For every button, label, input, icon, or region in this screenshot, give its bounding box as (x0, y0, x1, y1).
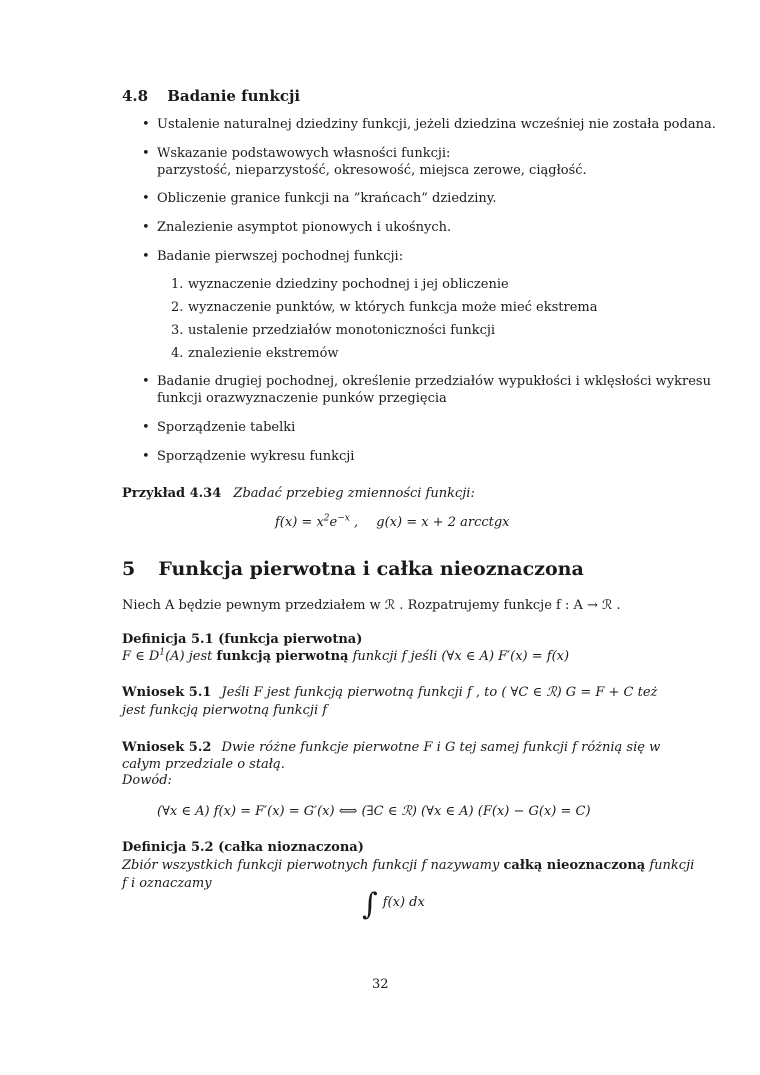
sub-number: 2. (171, 300, 184, 315)
bullet-marker: • (142, 374, 150, 389)
corollary-5-2-line2: całym przedziale o stałą. (122, 757, 285, 772)
bullet-item-2-line2: parzystość, nieparzystość, okresowość, miejsca zerowe, ciągłość. (157, 163, 587, 178)
definition-5-2-label: Definicja 5.2 (całka nioznaczona) (122, 840, 364, 855)
formula-f-exponent-2: −x (337, 513, 350, 524)
def2-pre: Zbiór wszystkich funkcji pierwotnych funkcji f nazywamy (122, 858, 504, 873)
def-pre: F ∈ D (122, 649, 160, 664)
formula-f-e: e (329, 515, 338, 530)
def-mid: (A) jest (165, 649, 217, 664)
subsection-number: 4.8 (122, 87, 149, 105)
integral-sign: ∫ (362, 887, 378, 922)
corollary-5-1-label: Wniosek 5.1 (122, 685, 212, 700)
page-number: 32 (372, 977, 389, 992)
section-number: 5 (122, 558, 136, 580)
formula-separator: , (353, 515, 359, 530)
example-line (122, 485, 475, 503)
bullet-item-7: Sporządzenie tabelki (157, 420, 296, 435)
sub-number: 3. (171, 323, 184, 338)
bullet-item-3: Obliczenie granice funkcji na ”krańcach” dziedziny. (157, 191, 497, 206)
bullet-item-5: Badanie pierwszej pochodnej funkcji: (157, 249, 404, 264)
bullet-marker: • (142, 249, 150, 264)
formula-f: f(x) = x (275, 515, 324, 530)
example-label: Przykład 4.34 (122, 486, 222, 501)
bullet-marker: • (142, 146, 150, 161)
bullet-marker: • (142, 191, 150, 206)
section-intro: Niech A będzie pewnym przedziałem w ℛ . Rozpatrujemy funkcje f : A → ℛ . (122, 598, 621, 613)
bullet-item-8: Sporządzenie wykresu funkcji (157, 449, 355, 464)
corollary-5-2-line1 (122, 739, 660, 757)
definition-5-2-line1 (122, 857, 694, 875)
def-post: funkcji f jeśli (∀x ∈ A) F′(x) = f(x) (348, 649, 570, 664)
integral-formula (362, 887, 425, 922)
sub-item-3: ustalenie przedziałów monotoniczności funkcji (188, 323, 496, 338)
formula-f-exponent: 2 (323, 513, 330, 524)
integral-body: f(x) dx (382, 895, 425, 910)
example-formula (275, 514, 510, 532)
bullet-item-4: Znalezienie asymptot pionowych i ukośnych. (157, 220, 452, 235)
section-title: Funkcja pierwotna i całka nieoznaczona (158, 558, 584, 580)
bullet-item-2-line1: Wskazanie podstawowych własności funkcji: (157, 146, 451, 161)
def2-post: funkcji (645, 858, 695, 873)
bullet-marker: • (142, 117, 150, 132)
sub-item-4: znalezienie ekstremów (188, 346, 339, 361)
example-text: Zbadać przebieg zmienności funkcji: (233, 486, 475, 501)
section-heading (122, 558, 584, 580)
bullet-item-1: Ustalenie naturalnej dziedziny funkcji, jeżeli dziedzina wcześniej nie została podana. (157, 117, 716, 132)
definition-5-1-label: Definicja 5.1 (funkcja pierwotna) (122, 632, 363, 647)
corollary-5-2-text: Dwie różne funkcje pierwotne F i G tej samej funkcji f różnią się w (221, 740, 661, 755)
definition-5-1-body (122, 648, 569, 666)
formula-g: g(x) = x + 2 arcctgx (376, 515, 510, 530)
subsection-heading (122, 86, 300, 105)
sub-number: 1. (171, 277, 184, 292)
corollary-5-1-line2: jest funkcją pierwotną funkcji f (122, 703, 328, 718)
bullet-item-6-line1: Badanie drugiej pochodnej, określenie przedziałów wypukłości i wklęsłości wykresu (157, 374, 711, 389)
sub-item-1: wyznaczenie dziedziny pochodnej i jej obliczenie (188, 277, 509, 292)
corollary-5-2-label: Wniosek 5.2 (122, 740, 212, 755)
def2-bold: całką nieoznaczoną (503, 858, 646, 873)
sub-number: 4. (171, 346, 184, 361)
proof-formula: (∀x ∈ A) f(x) = F′(x) = G′(x) ⟺ (∃C ∈ ℛ) (∀x ∈ A) (F(x) − G(x) = C) (157, 804, 591, 819)
def-sup: 1 (159, 647, 166, 658)
sub-item-2: wyznaczenie punktów, w których funkcja może mieć ekstrema (188, 300, 598, 315)
subsection-title: Badanie funkcji (167, 87, 301, 105)
bullet-marker: • (142, 449, 150, 464)
def-bold: funkcją pierwotną (216, 649, 349, 664)
bullet-marker: • (142, 220, 150, 235)
definition-5-2-line2: f i oznaczamy (122, 876, 212, 891)
bullet-item-6-line2: funkcji orazwyznaczenie punków przegięcia (157, 391, 447, 406)
corollary-5-1-line1 (122, 684, 657, 702)
proof-label: Dowód: (122, 773, 172, 788)
corollary-5-1-text: Jeśli F jest funkcją pierwotną funkcji f , to ( ∀C ∈ ℛ) G = F + C też (221, 685, 658, 700)
bullet-marker: • (142, 420, 150, 435)
